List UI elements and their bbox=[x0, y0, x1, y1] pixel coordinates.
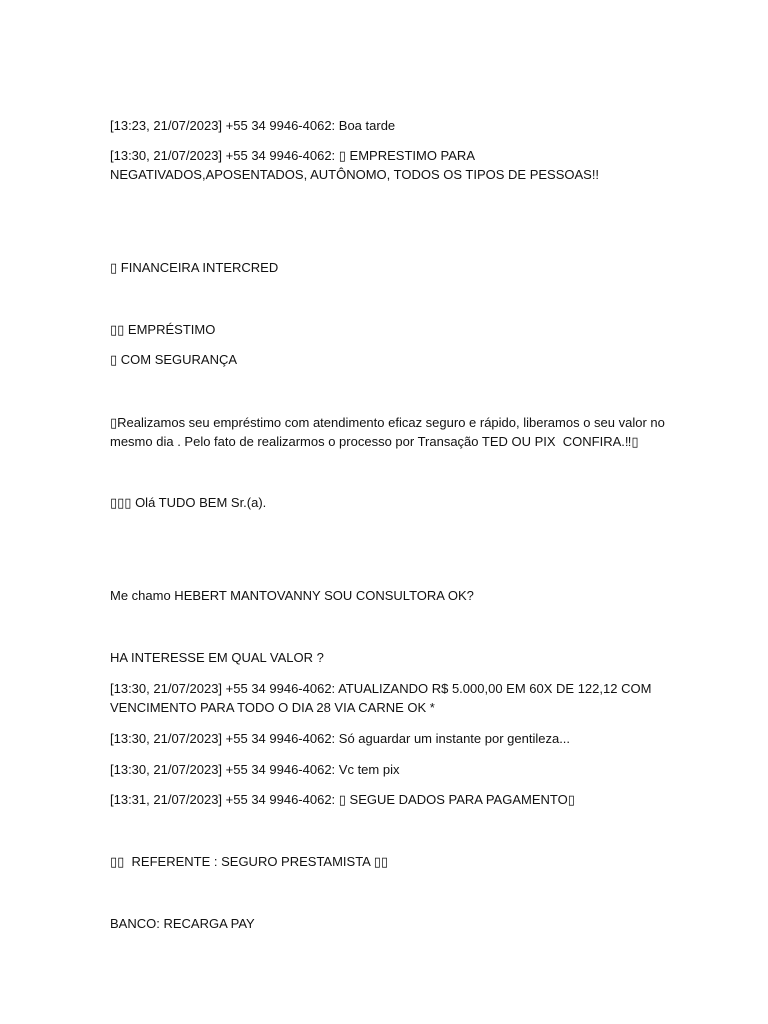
message-line: [13:30, 21/07/2023] +55 34 9946-4062: ATUALIZANDO R$ 5.000,00 EM 60X DE 122,12 COM VENCIMENTO PARA TODO O DIA 28 VIA CARNE OK * bbox=[110, 681, 656, 715]
message-line: [13:23, 21/07/2023] +55 34 9946-4062: Boa tarde bbox=[110, 118, 396, 133]
message-line: ▯ FINANCEIRA INTERCRED bbox=[110, 260, 279, 275]
message-line: ▯▯ EMPRÉSTIMO bbox=[110, 322, 216, 337]
message-line: [13:30, 21/07/2023] +55 34 9946-4062: Vc tem pix bbox=[110, 762, 400, 777]
message-line: ▯▯ REFERENTE : SEGURO PRESTAMISTA ▯▯ bbox=[110, 854, 389, 869]
message-line: BANCO: RECARGA PAY bbox=[110, 916, 255, 931]
message-line: Me chamo HEBERT MANTOVANNY SOU CONSULTORA OK? bbox=[110, 588, 474, 603]
message-line: HA INTERESSE EM QUAL VALOR ? bbox=[110, 650, 324, 665]
message-line: ▯Realizamos seu empréstimo com atendimento eficaz seguro e rápido, liberamos o seu valor no mesmo dia . Pelo fato de realizarmos o processo por Transação TED OU PIX CONFIRA.‼▯ bbox=[110, 415, 669, 449]
message-line: ▯ COM SEGURANÇA bbox=[110, 352, 238, 367]
message-line: [13:31, 21/07/2023] +55 34 9946-4062: ▯ SEGUE DADOS PARA PAGAMENTO▯ bbox=[110, 792, 575, 807]
message-line: ▯▯▯ Olá TUDO BEM Sr.(a). bbox=[110, 495, 267, 510]
message-line: [13:30, 21/07/2023] +55 34 9946-4062: Só aguardar um instante por gentileza... bbox=[110, 731, 571, 746]
message-line: [13:30, 21/07/2023] +55 34 9946-4062: ▯ EMPRESTIMO PARA NEGATIVADOS,APOSENTADOS, AUTÔNOMO, TODOS OS TIPOS DE PESSOAS!! bbox=[110, 148, 600, 182]
